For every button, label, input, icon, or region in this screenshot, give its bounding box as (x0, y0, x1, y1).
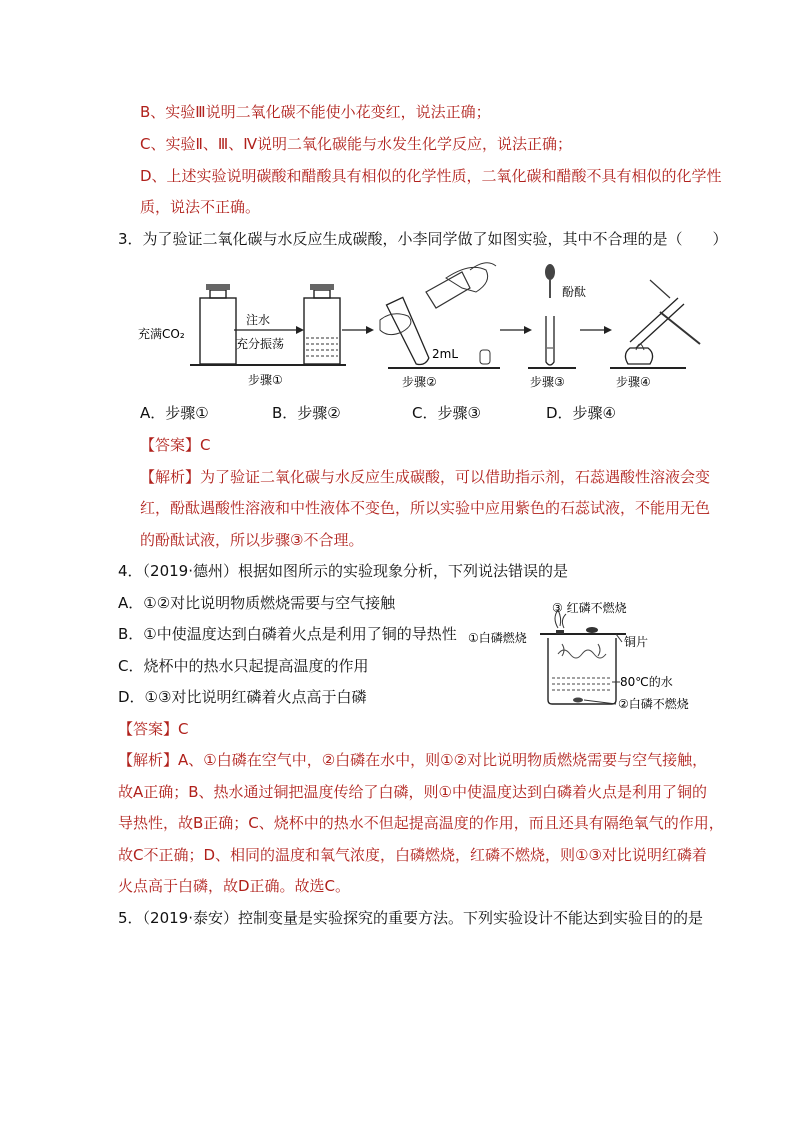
step1-bottle-water (304, 284, 340, 364)
q3-answer-value: C (200, 436, 211, 454)
step1-bottle-empty (200, 284, 236, 364)
q4-label-red-p: ③ 红磷不燃烧 (552, 601, 627, 615)
q4-answer-tag: 【答案】 (118, 720, 179, 738)
analysis-line-b: B、实验Ⅲ说明二氧化碳不能使小花变红，说法正确； (140, 103, 491, 121)
q4-answer (118, 719, 189, 739)
q3-stem: 3．为了验证二氧化碳与水反应生成碳酸，小李同学做了如图实验，其中不合理的是（ ） (118, 230, 728, 248)
reagent-label: 酚酞 (562, 285, 587, 299)
q4-figure (466, 596, 706, 714)
step3-dropper (545, 264, 555, 365)
q4-analysis-tag: 【解析】 (118, 751, 179, 769)
q3-analysis-2: 红，酚酞遇酸性溶液和中性液体不变色，所以实验中应用紫色的石蕊试液，不能用无色 (140, 499, 711, 517)
step4-heating (625, 280, 700, 364)
q4-analysis-4: 故C不正确；D、相同的温度和氧气浓度，白磷燃烧，红磷不燃烧，则①③对比说明红磷着 (118, 846, 707, 864)
step1-label: 步骤① (248, 373, 283, 387)
q4-answer-value: C (178, 720, 189, 738)
q4-label-white-p-underwater: ②白磷不燃烧 (618, 697, 689, 711)
q3-analysis-text-1: 为了验证二氧化碳与水反应生成碳酸，可以借助指示剂，石蕊遇酸性溶液会变 (200, 468, 711, 486)
q4-label-water: 80℃的水 (620, 675, 673, 689)
q4-analysis-text-1: A、①白磷在空气中，②白磷在水中，则①②对比说明物质燃烧需要与空气接触， (178, 751, 708, 769)
q4-option-a: A．①②对比说明物质燃烧需要与空气接触 (118, 594, 396, 612)
analysis-line-c: C、实验Ⅱ、Ⅲ、Ⅳ说明二氧化碳能与水发生化学反应，说法正确； (140, 135, 573, 153)
q5-stem: 5．（2019·泰安）控制变量是实验探究的重要方法。下列实验设计不能达到实验目的的是 (118, 909, 703, 927)
q4-stem: 4．（2019·德州）根据如图所示的实验现象分析，下列说法错误的是 (118, 562, 568, 580)
q3-answer-tag: 【答案】 (140, 436, 201, 454)
q3-option-a: A．步骤① (140, 404, 209, 422)
q4-analysis-3: 导热性，故B正确；C、烧杯中的热水不但起提高温度的作用，而且还具有隔绝氧气的作用， (118, 814, 724, 832)
q4-analysis-5: 火点高于白磷，故D正确。故选C。 (118, 877, 351, 895)
co2-label: 充满CO₂ (138, 327, 185, 341)
q3-figure (130, 258, 710, 398)
analysis-line-d2: 质，说法不正确。 (140, 198, 261, 216)
step3-label: 步骤③ (530, 375, 565, 389)
q4-label-copper: 铜片 (624, 635, 649, 649)
arrow-label-top: 注水 (246, 313, 271, 327)
q3-analysis-1 (140, 467, 710, 487)
q4-option-b: B．①中使温度达到白磷着火点是利用了铜的导热性 (118, 625, 457, 643)
q3-option-b: B．步骤② (272, 404, 341, 422)
step2-label: 步骤② (402, 375, 437, 389)
q3-option-d: D．步骤④ (546, 404, 616, 422)
q3-answer (140, 435, 211, 455)
q3-analysis-3: 的酚酞试液，所以步骤③不合理。 (140, 531, 364, 549)
analysis-line-d1: D、上述实验说明碳酸和醋酸具有相似的化学性质，二氧化碳和醋酸不具有相似的化学性 (140, 167, 722, 185)
volume-label: 2mL (432, 347, 459, 361)
q3-option-c: C．步骤③ (412, 404, 481, 422)
q3-analysis-tag: 【解析】 (140, 468, 201, 486)
q4-label-white-p-burning: ①白磷燃烧 (468, 631, 527, 645)
q4-option-d: D．①③对比说明红磷着火点高于白磷 (118, 688, 367, 706)
q4-analysis-1 (118, 750, 707, 770)
arrow-label-bottom: 充分振荡 (236, 337, 285, 351)
q4-analysis-2: 故A正确；B、热水通过铜把温度传给了白磷，则①中使温度达到白磷着火点是利用了铜的 (118, 783, 708, 801)
q4-option-c: C．烧杯中的热水只起提高温度的作用 (118, 657, 369, 675)
step4-label: 步骤④ (616, 375, 651, 389)
